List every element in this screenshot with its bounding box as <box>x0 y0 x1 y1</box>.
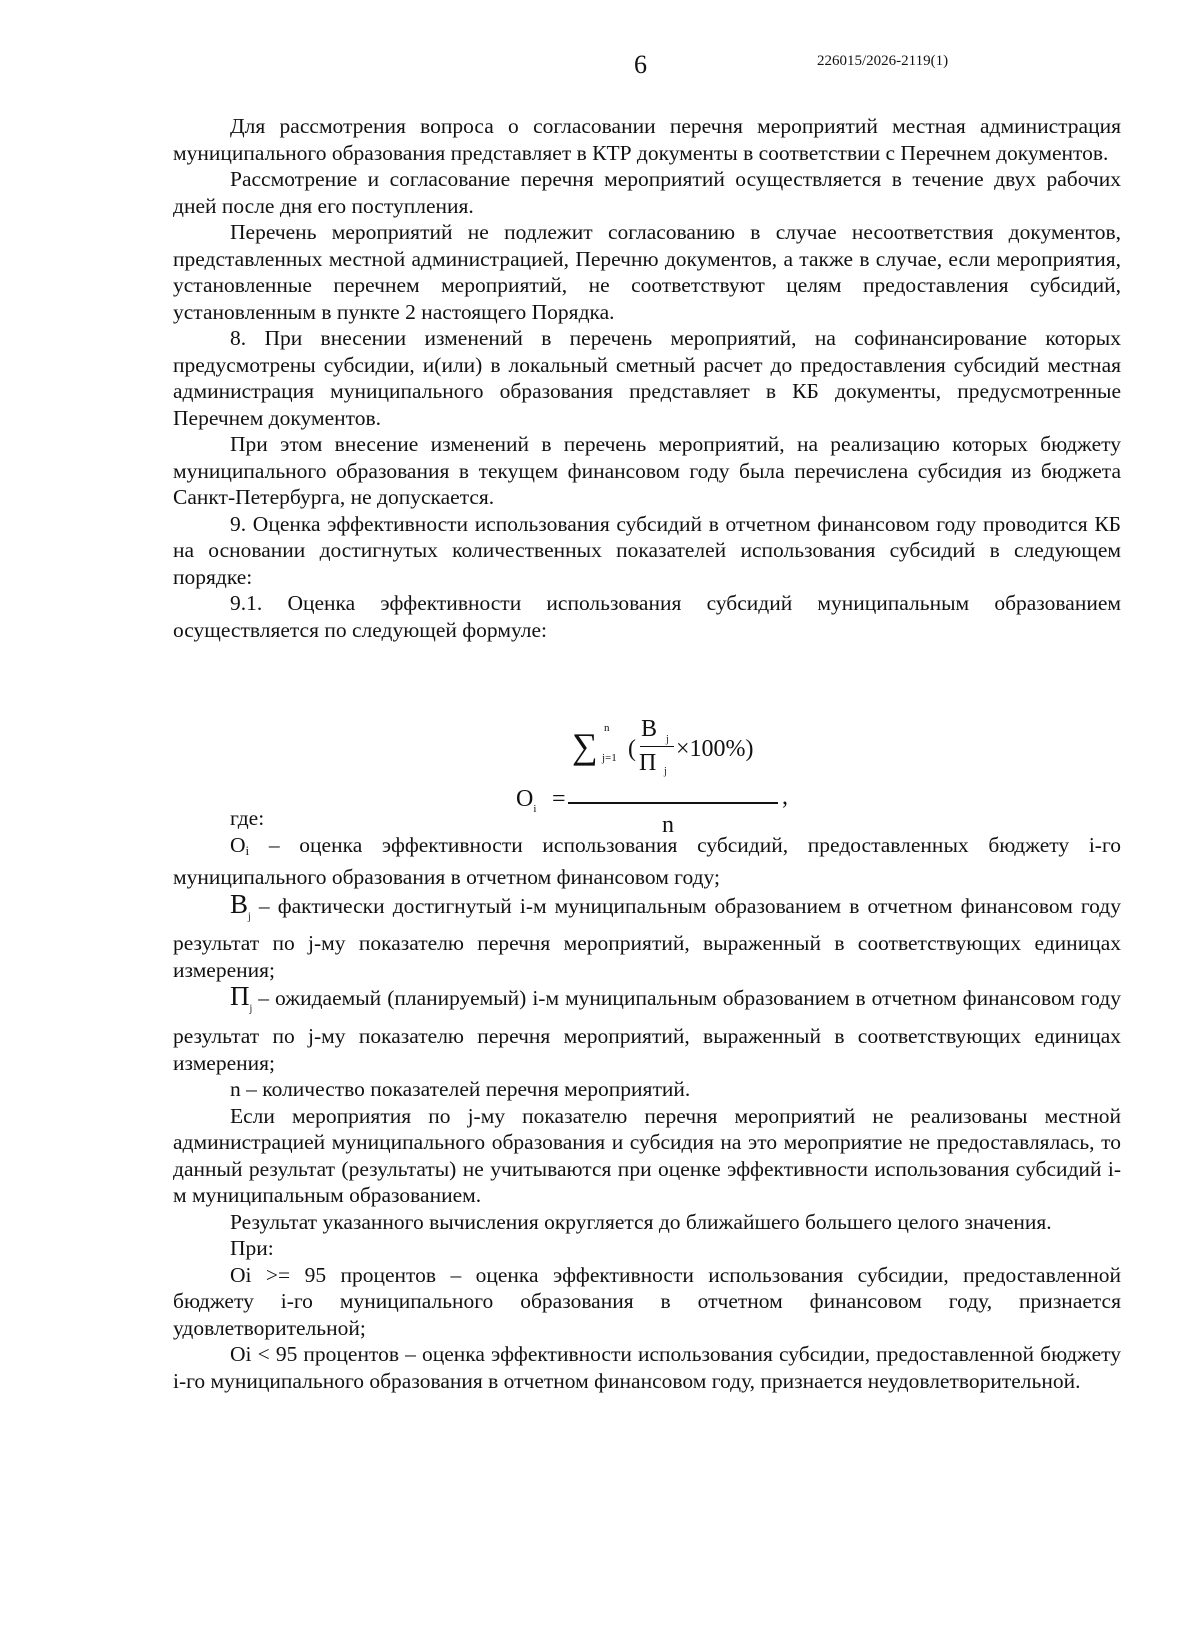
symbol-oi: Oi <box>230 832 250 858</box>
formula-denominator: n <box>662 812 674 838</box>
formula-lhs: $O_i$ <box>516 786 537 815</box>
page-number: 6 <box>634 50 647 79</box>
paragraph-unsatisfactory: Oi < 95 процентов – оценка эффективности использования субсидии, предоставленной бюджету i-го муниципального образования в отчетном финансовом году, признается неудовлетворительной. <box>173 1342 1121 1393</box>
fraction-numerator: B <box>641 716 658 742</box>
formula-times-percent: ×100%) <box>676 736 754 762</box>
inner-fraction-bar <box>640 746 674 747</box>
paragraph-rejection: Перечень мероприятий не подлежит согласованию в случае несоответствия документов, представленных местной администрацией, Перечню документов, а также в случае, если мероприятия, установленные перечнем мероприятий, не соответствуют целям предоставления субсидий, установленным в пункте 2 настоящего Порядка. <box>173 220 1121 324</box>
formula-equals: = <box>552 786 566 812</box>
sigma-symbol: ∑ <box>572 726 598 766</box>
definition-bj: $B_j$ – фактически достигнутый i-м муниципальным образованием в отчетном финансовом году результат по j-му показателю перечня мероприятий, выраженный в соответствующих единицах измерения; <box>173 888 1121 982</box>
document-id: 226015/2026-2119(1) <box>817 53 949 69</box>
paragraph-when: При: <box>230 1236 274 1261</box>
paragraph-satisfactory: Oi >= 95 процентов – оценка эффективности использования субсидии, предоставленной бюджету i-го муниципального образования в отчетном финансовом году, признается удовлетворительной; <box>173 1262 1121 1340</box>
fraction-denominator: П <box>639 750 657 776</box>
sigma-upper-limit: n <box>604 722 610 734</box>
definition-oi: Oi – оценка эффективности использования субсидий, предоставленных бюджету i-го муниципального образования в отчетном финансовом году; <box>173 832 1121 889</box>
paragraph-item-8: 8. При внесении изменений в перечень мероприятий, на софинансирование которых предусмотрены субсидии, и(или) в локальный сметный расчет до предоставления субсидий местная администрация муниципального образования представляет в КБ документы, предусмотренные Перечнем документов. <box>173 326 1121 430</box>
efficiency-formula <box>510 716 810 838</box>
paragraph-review-term: Рассмотрение и согласование перечня мероприятий осуществляется в течение двух рабочих дней после дня его поступления. <box>173 167 1121 218</box>
sigma-lower-limit: j=1 <box>602 752 617 764</box>
paragraph-not-implemented: Если мероприятия по j-му показателю перечня мероприятий не реализованы местной администрацией муниципального образования и субсидия на это мероприятие не предоставлялась, то данный результат (результаты) не учитываются при оценке эффективности использования субсидий i-м муниципальным образованием. <box>173 1103 1121 1208</box>
paragraph-rounding: Результат указанного вычисления округляется до ближайшего большего целого значения. <box>230 1209 1052 1234</box>
formula-comma: , <box>782 784 788 810</box>
paragraph-no-changes: При этом внесение изменений в перечень мероприятий, на реализацию которых бюджету муниципального образования в текущем финансовом году была перечислена субсидия из бюджета Санкт-Петербурга, не допускается. <box>173 432 1121 509</box>
paragraph-item-9-1: 9.1. Оценка эффективности использования субсидий муниципальным образованием осуществляется по следующей формуле: <box>173 591 1121 642</box>
fraction-numerator-sub: j <box>666 734 669 745</box>
definition-n: n – количество показателей перечня мероприятий. <box>230 1077 691 1102</box>
paragraph-item-9: 9. Оценка эффективности использования субсидий в отчетном финансовом году проводится КБ на основании достигнутых количественных показателей использования субсидий в следующем порядке: <box>173 511 1121 589</box>
paragraph-submission: Для рассмотрения вопроса о согласовании перечня мероприятий местная администрация муниципального образования представляет в КТР документы в соответствии с Перечнем документов. <box>173 114 1121 165</box>
formula-open-paren: ( <box>628 736 636 762</box>
symbol-bj: $B_j$ <box>230 888 251 922</box>
main-fraction-bar <box>568 802 778 804</box>
symbol-pj: $П_j$ <box>230 981 253 1015</box>
fraction-denominator-sub: j <box>664 766 667 777</box>
definition-pj: $П_j$ – ожидаемый (планируемый) i-м муниципальным образованием в отчетном финансовом году результат по j-му показателю перечня мероприятий, выраженный в соответствующих единицах измерения; <box>173 981 1121 1075</box>
where-label: где: <box>230 806 265 830</box>
